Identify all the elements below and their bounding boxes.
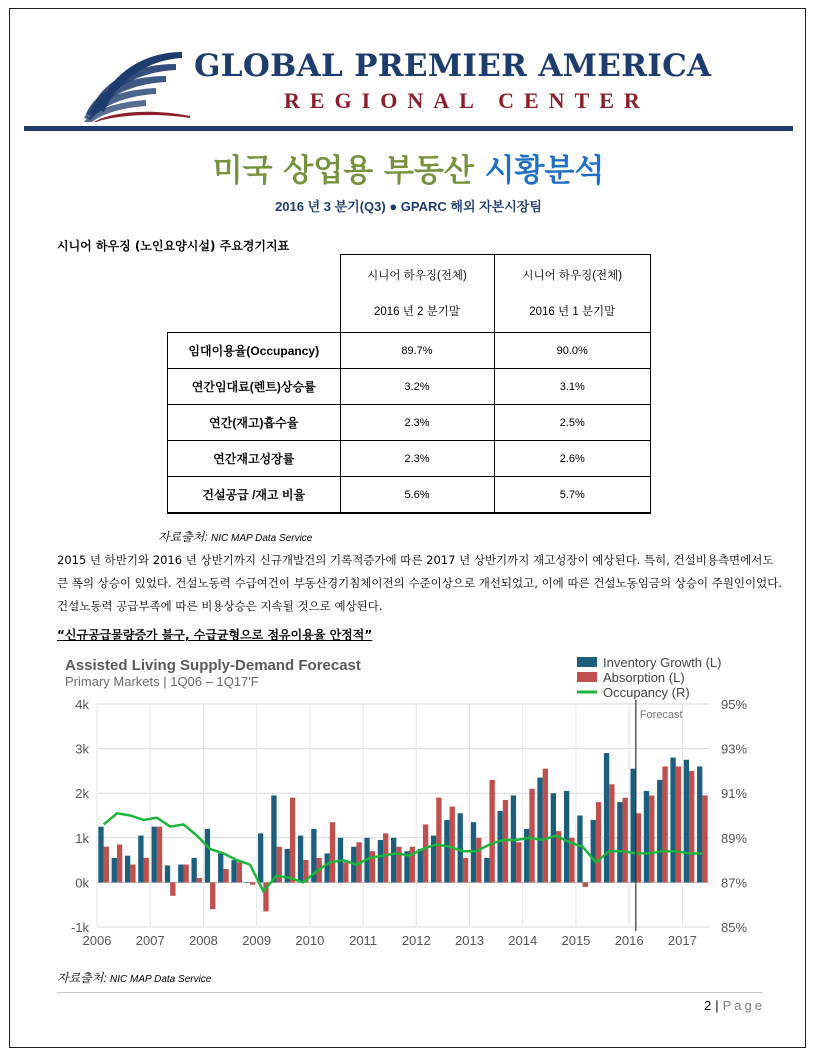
y-right-tick-label: 91% bbox=[721, 786, 748, 802]
table-row-label: 연간(재고)흡수율 bbox=[168, 405, 341, 441]
inventory-growth-bar bbox=[577, 816, 582, 883]
table-row-label: 건설공급 /재고 비율 bbox=[168, 477, 341, 514]
source-detail: NIC MAP Data Service bbox=[211, 533, 313, 544]
absorption-bar bbox=[543, 769, 548, 883]
inventory-growth-bar bbox=[231, 860, 236, 882]
inventory-growth-bar bbox=[657, 780, 662, 883]
absorption-bar bbox=[290, 798, 295, 883]
absorption-bar bbox=[463, 858, 468, 883]
absorption-bar bbox=[210, 882, 215, 909]
absorption-bar bbox=[636, 813, 641, 882]
absorption-bar bbox=[330, 822, 335, 882]
inventory-growth-bar bbox=[617, 802, 622, 882]
y-left-tick-label: 3k bbox=[75, 741, 89, 757]
absorption-bar bbox=[662, 766, 667, 882]
x-tick-label: 2017 bbox=[667, 933, 697, 948]
absorption-bar bbox=[623, 798, 628, 883]
absorption-bar bbox=[396, 847, 401, 883]
absorption-bar bbox=[383, 833, 388, 882]
inventory-growth-bar bbox=[684, 760, 689, 883]
y-left-tick-label: -1k bbox=[70, 920, 89, 935]
inventory-growth-bar bbox=[431, 836, 436, 883]
inventory-growth-bar bbox=[98, 827, 103, 883]
absorption-bar bbox=[596, 802, 601, 882]
table-row-label: 연간임대료(렌트)상승률 bbox=[168, 369, 341, 405]
table-header-cell bbox=[494, 255, 651, 333]
inventory-growth-bar bbox=[591, 820, 596, 882]
footer-rule bbox=[57, 992, 763, 993]
x-tick-label: 2009 bbox=[242, 933, 272, 948]
inventory-growth-bar bbox=[178, 865, 183, 883]
chart-subtitle: Primary Markets | 1Q06 – 1Q17'F bbox=[65, 674, 259, 689]
table-cell: 2.6% bbox=[494, 441, 651, 477]
chart-caption: “신규공급물량증가 불구, 수급균형으로 점유이용율 안정적” bbox=[57, 628, 373, 642]
inventory-growth-bar bbox=[152, 827, 157, 883]
source-detail: NIC MAP Data Service bbox=[110, 974, 212, 985]
absorption-bar bbox=[197, 878, 202, 882]
inventory-growth-bar bbox=[604, 753, 609, 882]
y-left-tick-label: 2k bbox=[75, 786, 89, 802]
absorption-bar bbox=[450, 807, 455, 883]
absorption-bar bbox=[144, 858, 149, 883]
page-title bbox=[0, 145, 817, 190]
table-cell: 3.2% bbox=[340, 369, 494, 405]
inventory-growth-bar bbox=[697, 766, 702, 882]
y-right-tick-label: 93% bbox=[721, 741, 748, 757]
absorption-bar bbox=[343, 862, 348, 882]
legend-label: Inventory Growth (L) bbox=[603, 655, 722, 670]
inventory-growth-bar bbox=[112, 858, 117, 883]
absorption-bar bbox=[676, 766, 681, 882]
absorption-bar bbox=[489, 780, 494, 883]
inventory-growth-bar bbox=[497, 811, 502, 882]
inventory-growth-bar bbox=[391, 838, 396, 883]
page-word: Page bbox=[722, 998, 765, 1013]
table-cell: 5.7% bbox=[494, 477, 651, 514]
absorption-bar bbox=[117, 844, 122, 882]
chart-bars bbox=[98, 753, 707, 911]
inventory-growth-bar bbox=[325, 853, 330, 882]
legend-label: Occupancy (R) bbox=[603, 685, 690, 700]
x-tick-label: 2008 bbox=[188, 933, 218, 948]
x-tick-label: 2012 bbox=[401, 933, 431, 948]
absorption-bar bbox=[529, 789, 534, 883]
inventory-growth-bar bbox=[138, 836, 143, 883]
table-header-line2: 2016 년 1 분기말 bbox=[529, 305, 616, 318]
table-row-label: 임대이용율(Occupancy) bbox=[168, 333, 341, 369]
table-cell: 90.0% bbox=[494, 333, 651, 369]
absorption-bar bbox=[157, 827, 162, 883]
y-right-tick-label: 85% bbox=[721, 920, 748, 935]
section-label: 시니어 하우징 (노인요양시설) 주요경기지표 bbox=[57, 239, 290, 253]
inventory-growth-bar bbox=[458, 813, 463, 882]
page-subtitle: 2016 년 3 분기(Q3) ● GPARC 해외 자본시장팀 bbox=[275, 199, 542, 214]
inventory-growth-bar bbox=[631, 769, 636, 883]
source-label: 자료출처: bbox=[57, 971, 107, 985]
absorption-bar bbox=[237, 862, 242, 882]
table-header-row bbox=[168, 255, 651, 333]
inventory-growth-bar bbox=[165, 865, 170, 882]
inventory-growth-bar bbox=[444, 820, 449, 882]
inventory-growth-bar bbox=[191, 858, 196, 883]
inventory-growth-bar bbox=[670, 758, 675, 883]
inventory-growth-bar bbox=[564, 791, 569, 882]
table-source bbox=[158, 528, 312, 545]
x-tick-label: 2016 bbox=[614, 933, 644, 948]
source-label: 자료출처: bbox=[158, 530, 208, 544]
y-right-tick-label: 95% bbox=[721, 697, 748, 712]
legend-label: Absorption (L) bbox=[603, 670, 685, 685]
title-highlight: 시황분석 bbox=[484, 153, 605, 189]
forecast-label: Forecast bbox=[639, 709, 683, 721]
y-left-tick-label: 0k bbox=[75, 875, 89, 891]
absorption-bar bbox=[702, 795, 707, 882]
table-row bbox=[168, 333, 651, 369]
table-row bbox=[168, 441, 651, 477]
page-number-value: 2 bbox=[704, 998, 712, 1013]
header-rule bbox=[24, 126, 793, 131]
table-cell: 5.6% bbox=[340, 477, 494, 514]
y-right-tick-label: 87% bbox=[721, 875, 748, 891]
table-header-line2: 2016 년 2 분기말 bbox=[374, 305, 460, 318]
absorption-bar bbox=[583, 882, 588, 886]
globe-logo-icon bbox=[80, 40, 190, 122]
table-row bbox=[168, 405, 651, 441]
page-number-separator: | bbox=[715, 998, 719, 1013]
x-tick-label: 2014 bbox=[508, 933, 538, 948]
title-main: 미국 상업용 부동산 bbox=[212, 153, 474, 189]
absorption-bar bbox=[170, 882, 175, 895]
y-left-tick-label: 1k bbox=[75, 830, 89, 846]
inventory-growth-bar bbox=[298, 836, 303, 883]
absorption-bar bbox=[250, 882, 255, 884]
body-paragraph: 2015 년 하반기와 2016 년 상반기까지 신규개발건의 기록적증가에 따른 2017 년 상반기까지 재고성장이 예상된다. 특히, 건설비용측면에서도 큰 폭의 상승이 있었다. 건설노동력 수급여건이 부동산경기침체이전의 수준이상으로 개선되었고, 이에 따른 건설노동임금의 상승이 주원인이었다. 건설노동력 공급부족에 따른 비용상승은 지속될 것으로 예상된다. bbox=[57, 553, 783, 613]
x-tick-label: 2011 bbox=[349, 933, 378, 948]
inventory-growth-bar bbox=[484, 858, 489, 883]
x-tick-label: 2007 bbox=[135, 933, 165, 948]
y-right-tick-label: 89% bbox=[721, 830, 748, 846]
brand-name: GLOBAL PREMIER AMERICA bbox=[194, 48, 712, 84]
absorption-bar bbox=[436, 798, 441, 883]
table-cell: 2.3% bbox=[340, 441, 494, 477]
table-corner-cell bbox=[168, 255, 341, 333]
chart-legend bbox=[577, 655, 722, 700]
table-row bbox=[168, 369, 651, 405]
inventory-growth-bar bbox=[271, 795, 276, 882]
inventory-growth-bar bbox=[245, 882, 250, 883]
absorption-bar bbox=[476, 838, 481, 883]
absorption-bar bbox=[609, 784, 614, 882]
y-left-tick-label: 4k bbox=[75, 697, 89, 712]
table-cell: 2.5% bbox=[494, 405, 651, 441]
table-row-label: 연간재고성장률 bbox=[168, 441, 341, 477]
chart-source bbox=[57, 969, 211, 986]
table-cell: 89.7% bbox=[340, 333, 494, 369]
chart-title: Assisted Living Supply-Demand Forecast bbox=[65, 657, 361, 674]
inventory-growth-bar bbox=[418, 849, 423, 882]
table-row bbox=[168, 477, 651, 514]
brand-subtitle: REGIONAL CENTER bbox=[284, 88, 650, 113]
legend-swatch bbox=[577, 657, 597, 667]
x-tick-label: 2013 bbox=[455, 933, 484, 948]
metrics-table bbox=[167, 254, 651, 514]
table-cell: 3.1% bbox=[494, 369, 651, 405]
legend-swatch bbox=[577, 672, 597, 682]
page-number bbox=[704, 998, 765, 1013]
absorption-bar bbox=[130, 865, 135, 883]
absorption-bar bbox=[104, 847, 109, 883]
inventory-growth-bar bbox=[205, 829, 210, 883]
inventory-growth-bar bbox=[218, 853, 223, 882]
absorption-bar bbox=[516, 842, 521, 882]
absorption-bar bbox=[423, 824, 428, 882]
inventory-growth-bar bbox=[644, 791, 649, 882]
x-tick-label: 2015 bbox=[561, 933, 591, 948]
absorption-bar bbox=[649, 795, 654, 882]
table-header-cell bbox=[340, 255, 494, 333]
supply-demand-chart bbox=[57, 652, 763, 950]
table-header-line1: 시니어 하우징(전체) bbox=[367, 269, 467, 282]
absorption-bar bbox=[223, 869, 228, 882]
x-tick-label: 2006 bbox=[82, 933, 112, 948]
inventory-growth-bar bbox=[378, 840, 383, 882]
inventory-growth-bar bbox=[537, 778, 542, 883]
table-cell: 2.3% bbox=[340, 405, 494, 441]
table-header-line1: 시니어 하우징(전체) bbox=[522, 269, 623, 282]
absorption-bar bbox=[689, 771, 694, 883]
x-tick-label: 2010 bbox=[295, 933, 325, 948]
absorption-bar bbox=[183, 865, 188, 883]
inventory-growth-bar bbox=[125, 856, 130, 883]
inventory-growth-bar bbox=[258, 833, 263, 882]
